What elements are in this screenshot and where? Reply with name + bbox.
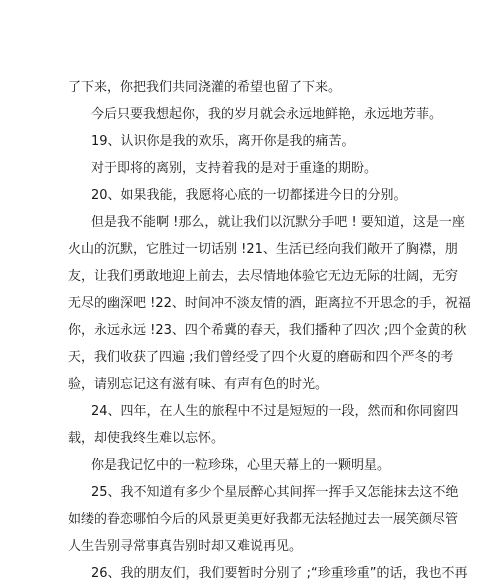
- paragraph-line: 友，让我们勇敢地迎上前去，去尽情地体验它无边无际的壮阔，无穷: [68, 269, 459, 284]
- document-body: [68, 74, 471, 587]
- paragraph-line: 无尽的幽深吧 !22、时间冲不淡友情的酒，距离拉不开思念的手，祝福: [68, 296, 471, 311]
- paragraph-line: 你是我记忆中的一粒珍珠，心里天幕上的一颗明星。: [91, 458, 391, 473]
- paragraph-line: 载，却使我终生难以忘怀。: [68, 431, 225, 446]
- paragraph-line: 验，请别忘记这有滋有味、有声有色的时光。: [68, 377, 329, 392]
- paragraph-line: 火山的沉默，它胜过一切话别 !21、生活已经向我们敞开了胸襟，朋: [68, 242, 458, 257]
- paragraph-line: 今后只要我想起你，我的岁月就会永远地鲜艳，永远地芳菲。: [91, 107, 443, 122]
- paragraph-line: 人生告别寻常事真告别时却又难说再见。: [68, 539, 303, 554]
- paragraph-line: 如缕的眷恋哪怕今后的风景更美更好我都无法轻抛过去一展笑颜尽管: [68, 512, 459, 527]
- paragraph-line: 但是我不能啊 !那么，就让我们以沉默分手吧 ! 要知道，这是一座: [91, 215, 465, 230]
- paragraph-line: 26、我的朋友们，我们要暂时分别了 ;“珍重珍重”的话，我也不再: [91, 566, 468, 581]
- paragraph-line: 19、认识你是我的欢乐，离开你是我的痛苦。: [91, 134, 355, 149]
- paragraph-line: 天，我们收获了四遍 ;我们曾经受了四个火夏的磨砺和四个严冬的考: [68, 350, 454, 365]
- paragraph-line: 了下来，你把我们共同浇灌的希望也留了下来。: [68, 80, 342, 95]
- paragraph-line: 24、四年，在人生的旅程中不过是短短的一段，然而和你同窗四: [91, 404, 459, 419]
- paragraph-line: 对于即将的离别，支持着我的是对于重逢的期盼。: [91, 161, 378, 176]
- paragraph-line: 20、如果我能，我愿将心底的一切都揉进今日的分别。: [91, 188, 407, 203]
- paragraph-line: 你，永远永远 !23、四个希冀的春天，我们播种了四次 ;四个金黄的秋: [68, 323, 467, 338]
- paragraph-line: 25、我不知道有多少个星辰醉心其间挥一挥手又怎能抹去这不绝: [91, 485, 459, 500]
